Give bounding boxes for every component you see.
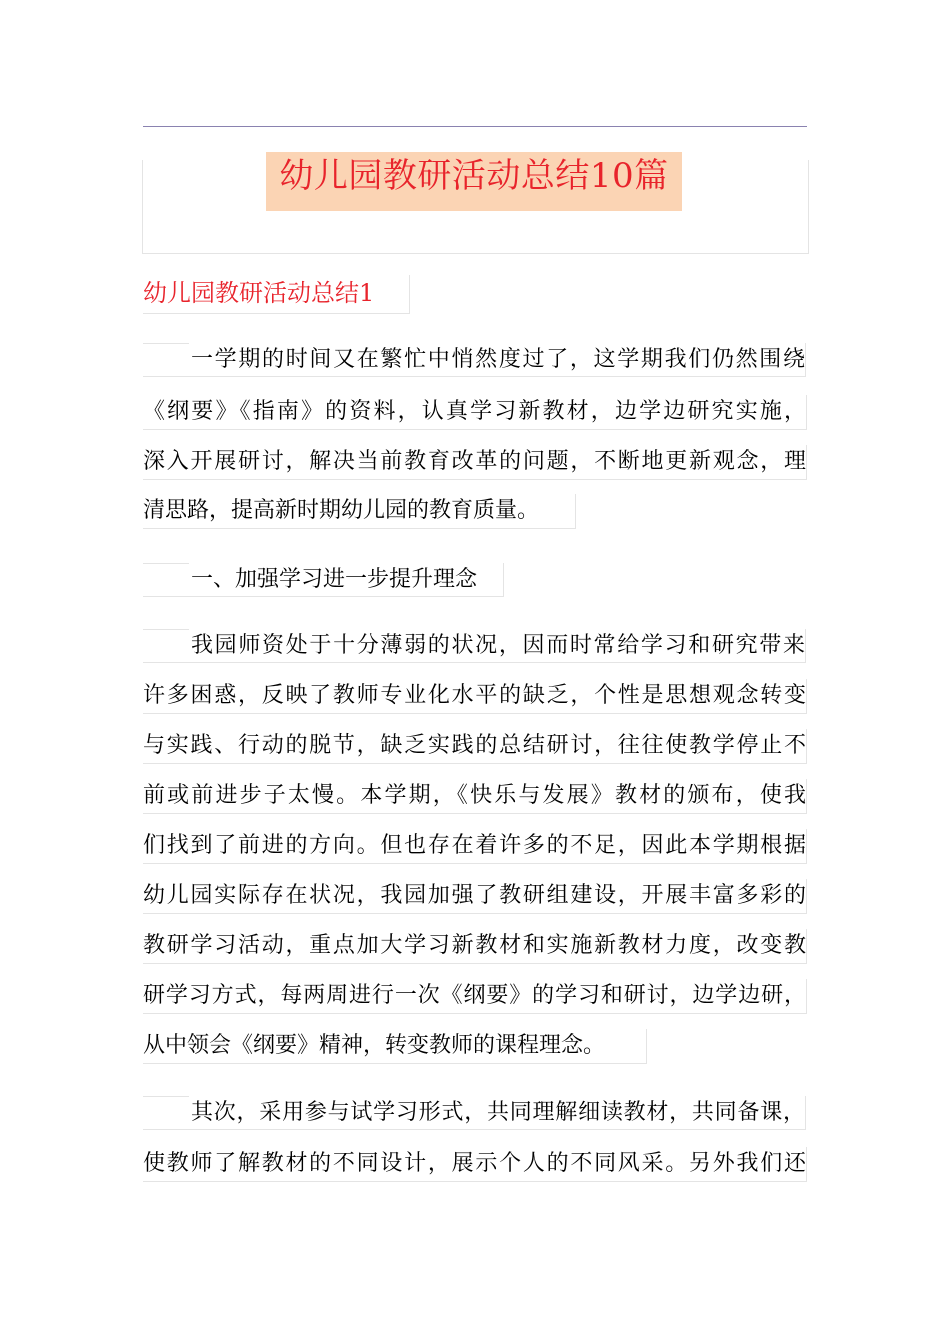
top-rule: [143, 126, 807, 127]
paragraph-3-line-6: 幼儿园实际存在状况，我园加强了教研组建设，开展丰富多彩的: [143, 879, 807, 914]
paragraph-4-line-1: 其次，采用参与试学习形式，共同理解细读教材，共同备课，: [143, 1096, 806, 1130]
paragraph-3-line-4: 前或前进步子太慢。本学期，《快乐与发展》教材的颁布，使我: [143, 779, 807, 814]
document-title: 幼儿园教研活动总结10篇: [266, 152, 682, 211]
section-title: 幼儿园教研活动总结1: [143, 275, 410, 314]
paragraph-4-line-2: 使教师了解教材的不同设计，展示个人的不同风采。另外我们还: [143, 1147, 807, 1182]
paragraph-3-line-7: 教研学习活动，重点加大学习新教材和实施新教材力度，改变教: [143, 929, 807, 964]
paragraph-3-line-3: 与实践、行动的脱节，缺乏实践的总结研讨，往往使教学停止不: [143, 729, 807, 764]
paragraph-1-line-1: 一学期的时间又在繁忙中悄然度过了，这学期我们仍然围绕: [143, 343, 806, 377]
paragraph-3-line-2: 许多困惑，反映了教师专业化水平的缺乏，个性是思想观念转变: [143, 679, 807, 714]
subheading-1: 一、加强学习进一步提升理念: [143, 563, 504, 597]
paragraph-1-line-2: 《纲要》《指南》的资料，认真学习新教材，边学边研究实施，: [143, 395, 807, 430]
paragraph-1-line-3: 深入开展研讨，解决当前教育改革的问题，不断地更新观念，理: [143, 445, 807, 480]
paragraph-3-line-9: 从中领会《纲要》精神，转变教师的课程理念。: [143, 1029, 647, 1064]
paragraph-3-line-5: 们找到了前进的方向。但也存在着许多的不足，因此本学期根据: [143, 829, 807, 864]
paragraph-3-line-1: 我园师资处于十分薄弱的状况，因而时常给学习和研究带来: [143, 629, 806, 663]
paragraph-1-line-4: 清思路，提高新时期幼儿园的教育质量。: [143, 494, 576, 529]
paragraph-3-line-8: 研学习方式，每两周进行一次《纲要》的学习和研讨，边学边研，: [143, 979, 807, 1014]
